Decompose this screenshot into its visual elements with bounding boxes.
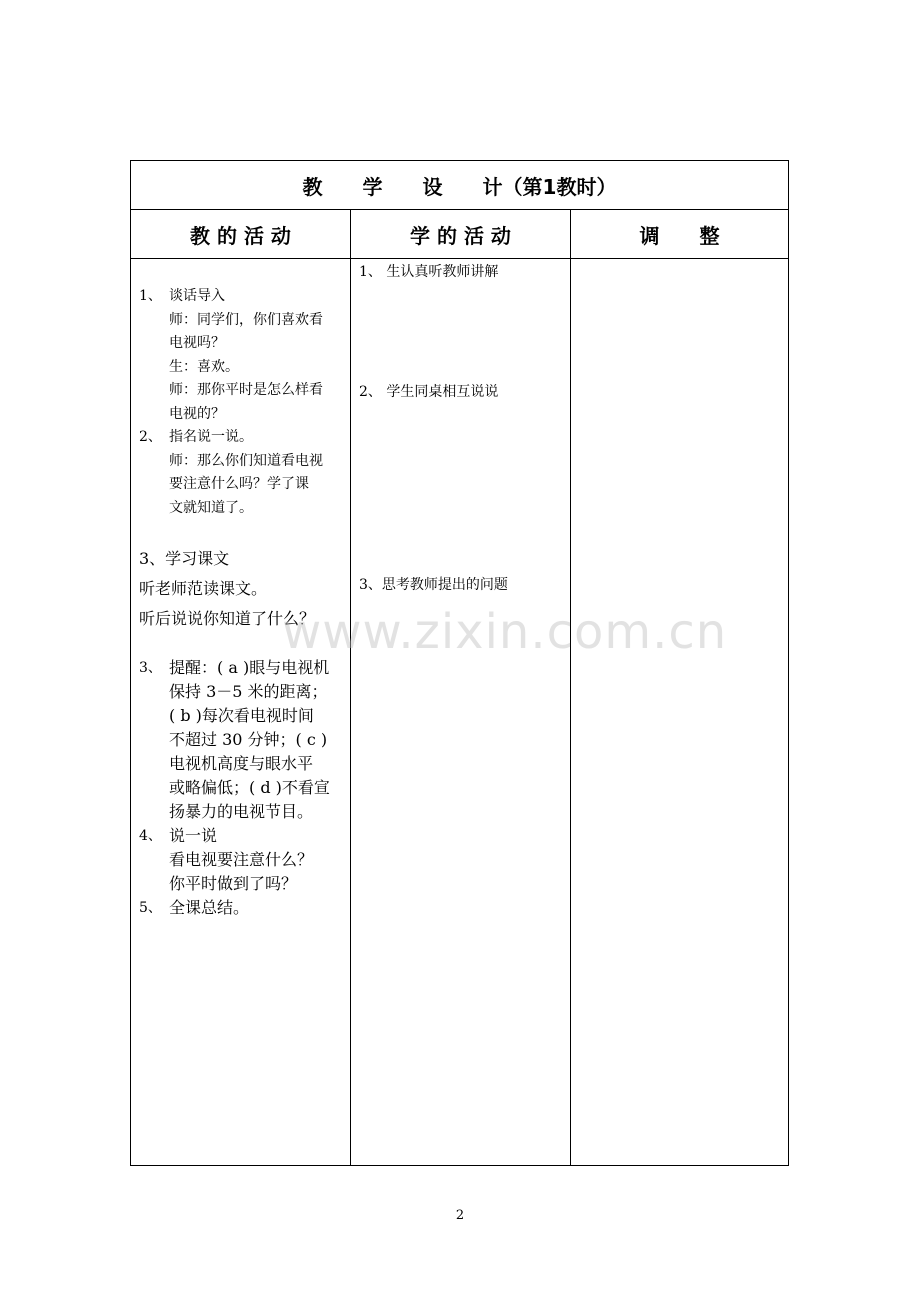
- header-student-activity: 学 的 活 动: [410, 223, 511, 248]
- column-divider: [570, 210, 571, 1165]
- list-item: 5、 全课总结。: [139, 898, 250, 917]
- header-teacher-activity: 教 的 活 动: [190, 223, 291, 248]
- header-row: [131, 210, 788, 259]
- table-title: [131, 161, 788, 210]
- lesson-plan-table: [130, 160, 789, 1166]
- teacher-activity-cell: 1、 谈话导入 师：同学们，你们喜欢看 电视吗？ 生：喜欢。 师：那你平时是怎么样看 电视的？ 2、 指名说一说。 师：那么你们知道看电视 要注意什么吗？学了课 文就知道了。 3、学习课文 听老师范读课文。 听后说说你知道了什么？ 3、 提醒：( a )眼与电视机 保持 3－5 米的距离； ( b )每次看电视时间 不超过 30 分钟；( c ) 电视机高度与眼水平 或略偏低；( d )不看宣 扬暴力的电视节目。 4、 说一说 看电视要注意什么？ 你平时做到了吗？ 5、 全课总结。: [139, 259, 345, 920]
- watermark: www.zixin.com.cn: [282, 604, 728, 660]
- section-heading: 3、学习课文: [139, 549, 230, 568]
- list-item: 3、 提醒：( a )眼与电视机: [139, 658, 330, 677]
- list-item: 1、 谈话导入: [139, 288, 225, 304]
- student-item: 1、 生认真听教师讲解: [359, 264, 499, 280]
- student-item: 3、思考教师提出的问题: [359, 577, 508, 593]
- title-text: 教 学 设 计（第1教时）: [302, 174, 617, 199]
- student-item: 2、 学生同桌相互说说: [359, 384, 499, 400]
- page-number: 2: [455, 1208, 465, 1223]
- column-divider: [350, 210, 351, 1165]
- list-item: 2、 指名说一说。: [139, 429, 253, 445]
- list-item: 4、 说一说: [139, 826, 218, 845]
- header-adjustment: 调 整: [639, 223, 720, 248]
